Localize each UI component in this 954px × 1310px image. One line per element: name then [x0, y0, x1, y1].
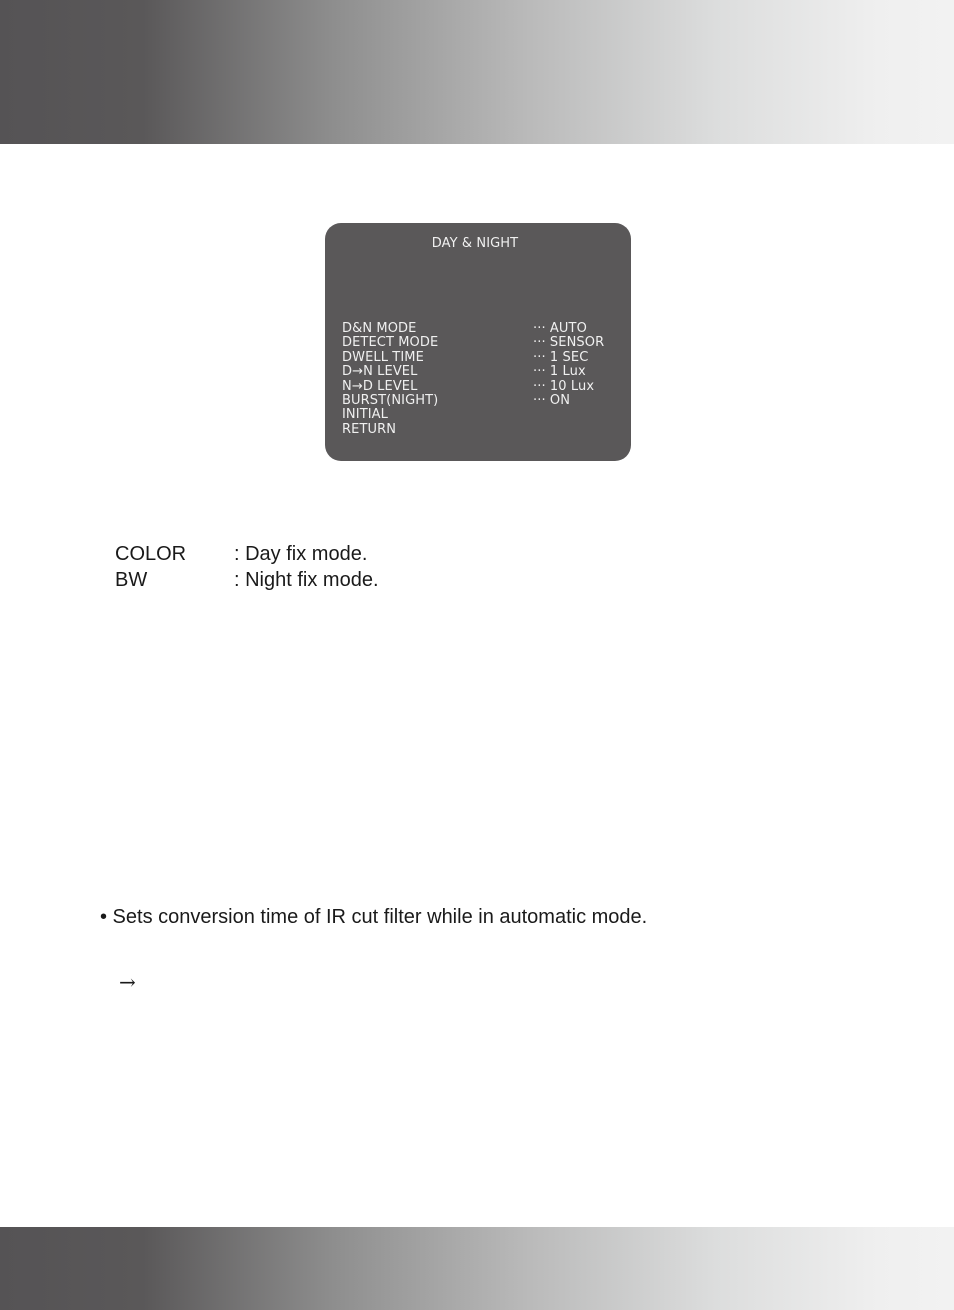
footer-gradient-band	[0, 1227, 954, 1310]
osd-menu-item-value: ··· SENSOR	[533, 335, 605, 351]
osd-menu-list	[342, 322, 622, 437]
osd-menu-item-label: D&N MODE	[342, 321, 417, 336]
osd-menu-item-d-to-n-level[interactable]	[342, 365, 622, 379]
osd-menu-item-dwell-time[interactable]	[342, 351, 622, 365]
osd-menu-item-dn-mode[interactable]	[342, 322, 622, 336]
osd-menu-item-label: INITIAL	[342, 407, 389, 423]
osd-menu-item-label: D→N LEVEL	[342, 364, 418, 380]
header-gradient-band	[0, 0, 954, 144]
osd-menu-item-burst-night[interactable]	[342, 394, 622, 408]
osd-menu-item-detect-mode[interactable]	[342, 336, 622, 350]
arrow-right-icon: →	[119, 970, 136, 994]
osd-menu-item-value: ··· 1 Lux	[533, 364, 586, 380]
osd-menu-item-initial[interactable]	[342, 408, 622, 422]
osd-menu-item-return[interactable]	[342, 423, 622, 437]
osd-menu-item-label: RETURN	[342, 421, 397, 437]
mode-term-color: COLOR	[115, 543, 187, 565]
osd-menu-item-n-to-d-level[interactable]	[342, 380, 622, 394]
osd-menu-panel	[325, 223, 631, 461]
osd-menu-item-value: ··· 1 SEC	[533, 349, 589, 365]
osd-menu-item-label: BURST(NIGHT)	[342, 392, 439, 408]
mode-desc-color: : Day fix mode.	[234, 543, 368, 565]
mode-term-bw: BW	[115, 569, 148, 591]
osd-menu-title: DAY & NIGHT	[431, 236, 519, 251]
osd-menu-item-label: DWELL TIME	[342, 349, 424, 365]
dwell-time-description: • Sets conversion time of IR cut filter while in automatic mode.	[100, 906, 648, 928]
osd-menu-item-label: N→D LEVEL	[342, 378, 418, 394]
mode-desc-bw: : Night fix mode.	[234, 569, 379, 591]
osd-menu-item-value: ··· AUTO	[533, 321, 587, 336]
osd-menu-item-value: ··· ON	[533, 392, 571, 408]
osd-menu-item-label: DETECT MODE	[342, 335, 439, 351]
osd-menu-item-value: ··· 10 Lux	[533, 378, 595, 394]
